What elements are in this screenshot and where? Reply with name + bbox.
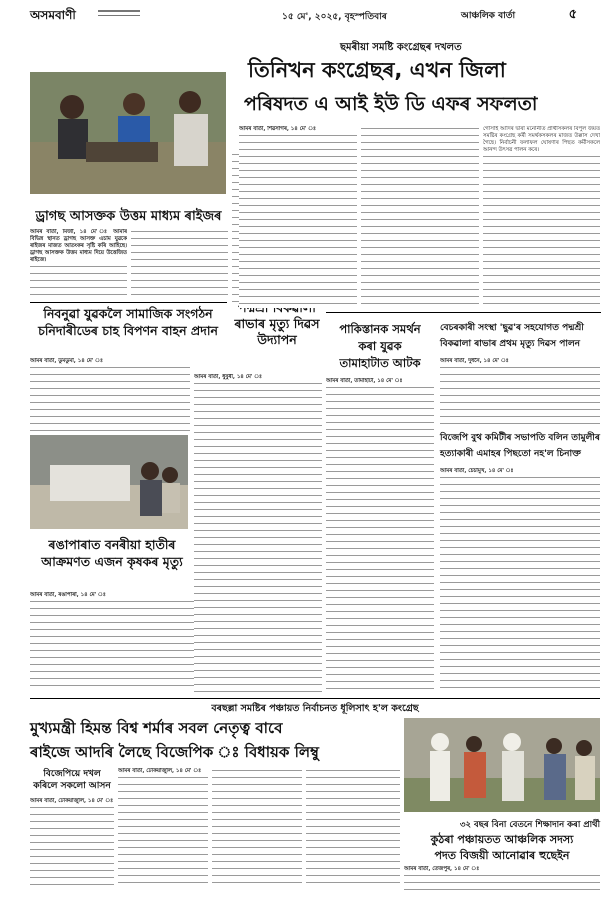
teacher-headline-2: পদত বিজয়ী আনোৱাৰ হুছেইন (434, 849, 570, 862)
pakistan-body (326, 378, 434, 692)
pakistan-dateline: আমৰ বাৰ্তা, তামাহাটা, ১৪ মে' ঃ (326, 378, 434, 385)
masthead-section (445, 5, 583, 23)
bjp-headline-1: বিজেপি বুথ কমিটীৰ সভাপতি বলিন তামুলীৰ (440, 433, 600, 443)
bipan-photo (30, 435, 188, 529)
bechorkari-body (440, 358, 600, 426)
cm-body-col1 (118, 768, 208, 888)
bjp-side-headline: বিজেপিয়ে দখল কৰিলে সকলো আসন (33, 769, 111, 791)
bechorkari-headline-2: বিকৱালা ৰাভাৰ প্ৰথম মৃত্যু দিৱস পালন (440, 339, 581, 349)
top-story-dateline: আমৰ বাৰ্তা, শিৱসাগৰ, ১৪ মে' ঃ (239, 126, 357, 133)
divider (326, 312, 601, 313)
top-story-headline-2: পৰিষদত এ আই ইউ ডি এফৰ সফলতা (244, 93, 538, 115)
divider (30, 302, 227, 303)
elephant-dateline: আমৰ বাৰ্তা, ৰঙাপাৰা, ১৪ মে' ঃ (30, 592, 227, 599)
bechorkari-headline-1: বেচৰকাৰী সংস্থা 'ছুৱ'ৰ সহযোগত পদ্মশ্ৰী (440, 323, 584, 333)
teacher-dateline: আমৰ বাৰ্তা, তেজপুৰ, ১৪ মে' ঃ (404, 866, 600, 873)
bipan-body (30, 358, 190, 434)
bjp-side-body (30, 798, 114, 888)
padmashri-side-body (194, 374, 322, 692)
elephant-headline: ৰঙাপাৰাত বনৰীয়া হাতীৰ আক্ৰমণত এজন কৃষকৰ মৃত্যু (41, 537, 183, 569)
teacher-body (404, 866, 600, 890)
cm-body-col3 (306, 768, 400, 888)
bipan-photo-image (30, 435, 188, 529)
cm-body-col2 (212, 768, 302, 888)
masthead (0, 0, 610, 28)
divider (30, 698, 600, 699)
teacher-headline-1: কুঠৰা পঞ্চায়তত আঞ্চলিক সদস্য (430, 833, 574, 846)
cm-headline-2: ৰাইজে আদৰি লৈছে বিজেপিক ঃ বিধায়ক লিম্বু (30, 743, 319, 761)
bipan-headline: নিবনুৱা যুৱকলৈ সামাজিক সংগঠন চনিদাৰীডেৰ চাহ বিপণন বাহন প্ৰদান (38, 306, 218, 338)
bipan-dateline: আমৰ বাৰ্তা, ডুমডুমা, ১৪ মে' ঃ (30, 358, 190, 365)
cm-dateline: আমৰ বাৰ্তা, ঢেকিয়াজুলি, ১৪ মে' ঃ (118, 768, 208, 775)
drug-dateline: আমৰ বাৰ্তা, মিৰ্জা, ১৪ মে' ঃ আমাৰ বিভিন্ন স্থানত ড্ৰাগছ আসক্ত এচাম যুৱকে ৰাইজৰ মাজত আতংকৰ সৃষ্টি কৰি আহিছে। ড্ৰাগছ আসক্তক উত্তম মাধ্যম দিয়ে উত্তেজিত ৰাইজে। (30, 229, 127, 263)
drug-headline: ড্ৰাগছ আসক্তক উত্তম মাধ্যম ৰাইজৰ (35, 209, 222, 224)
teacher-photo-image (404, 718, 600, 812)
bjp-body (440, 468, 600, 692)
drug-body-col2 (131, 229, 228, 299)
bjp-dateline: আমৰ বাৰ্তা, চেচামুখ, ১৪ মে' ঃ (440, 468, 600, 475)
masthead-date: ১৫ মে', ২০২৫, বৃহস্পতিবাৰ (282, 12, 387, 22)
masthead-logo: অসমবাণী (30, 8, 76, 22)
banner-line: বৰছল্লা সমষ্টিৰ পঞ্চায়ত নিৰ্বাচনত ধূলিসাৎ হ'ল কংগ্ৰেছ (211, 703, 419, 714)
padmashri-side-headline: ৰাভাৰ মৃত্যু দিৱস উদ্যাপন (234, 316, 320, 347)
bjp-side-dateline: আমৰ বাৰ্তা, ঢেকিয়াজুলি, ১৪ মে' ঃ (30, 798, 114, 804)
teacher-photo (404, 718, 600, 812)
section-label: আঞ্চলিক বাৰ্তা (461, 11, 516, 21)
bjp-headline-2: হত্যাকাৰী এমাহৰ পিছতো নহ'ল চিনাক্ত (440, 449, 581, 459)
top-story-body-col2 (361, 126, 479, 308)
teacher-kicker: ৩২ বছৰ বিনা বেতনে শিক্ষাদান কৰা প্ৰাৰ্থী (460, 820, 600, 830)
padmashri-side-dateline: আমৰ বাৰ্তা, ধুবুৰী, ১৪ মে' ঃ (194, 374, 322, 381)
drug-photo (30, 72, 226, 194)
drug-body (30, 229, 127, 299)
page-number: ৫ (568, 7, 577, 22)
masthead-web-lines (98, 10, 140, 20)
top-story-headline-1: তিনিখন কংগ্ৰেছৰ, এখন জিলা (248, 58, 506, 82)
top-story-kicker: ছমৰীয়া সমষ্টি কংগ্ৰেছৰ দখলত (340, 42, 462, 53)
top-story-body-text: গোঁসাই আদিৰ দ্বাৰা মনোনীত প্ৰাৰ্থীসকলৰ বিপুল জয়ত সমষ্টিৰ কংগ্ৰেছ কৰ্মী সমৰ্থকসকলৰ মাজত উল্লাস দেখা গৈছে। নিৰ্বাচনী ফলাফল ঘোষণাৰ পিছত কৰ্মীসকলে আনন্দ উৎসৱ পালন কৰে। (483, 126, 600, 153)
pakistan-headline-2: কৰা যুৱক (358, 339, 402, 353)
bechorkari-dateline: আমৰ বাৰ্তা, দুধনৈ, ১৪ মে' ঃ (440, 358, 600, 365)
top-story-body-col3 (483, 126, 600, 308)
pakistan-headline-3: তামাহাটাত আটক (339, 356, 421, 370)
cm-headline-1: মুখ্যমন্ত্ৰী হিমন্ত বিশ্ব শৰ্মাৰ সবল নেতৃত্ব বাবে (30, 719, 283, 737)
top-story-body-col1 (239, 126, 357, 308)
drug-photo-image (30, 72, 226, 194)
pakistan-headline-1: পাকিস্তানক সমৰ্থন (339, 322, 421, 336)
